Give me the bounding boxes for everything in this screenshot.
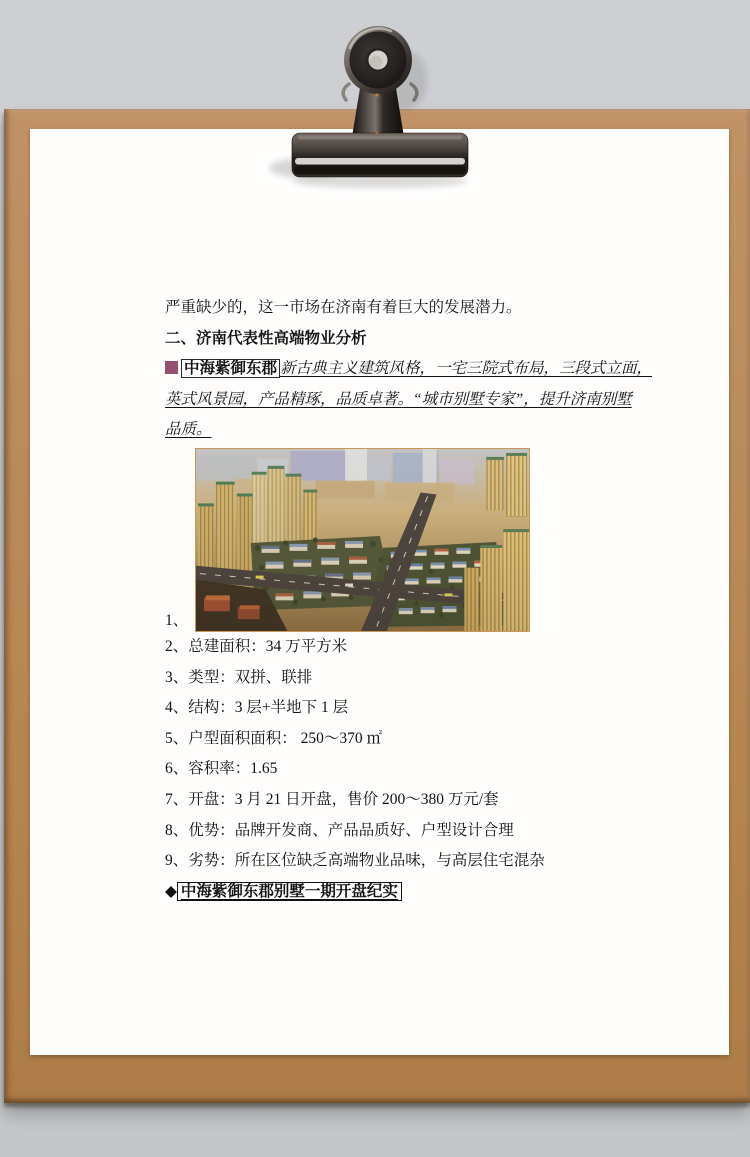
aerial-photo xyxy=(195,448,530,632)
list-item-8: 8、优势：品牌开发商、产品品质好、户型设计合理 xyxy=(165,821,514,839)
binder-clip xyxy=(265,8,495,193)
section-heading: 二、济南代表性高端物业分析 xyxy=(165,329,367,347)
closing-title: 中海紫御东郡别墅一期开盘纪实 xyxy=(177,882,402,901)
project-paragraph xyxy=(165,354,653,446)
project-name: 中海紫御东郡 xyxy=(181,359,280,378)
list-item-1-prefix: 1、 xyxy=(165,611,189,629)
list-item-7: 7、开盘：3 月 21 日开盘，售价 200～380 万元/套 xyxy=(165,790,499,808)
list-item-6: 6、容积率：1.65 xyxy=(165,760,278,778)
square-bullet-icon xyxy=(165,361,178,374)
list-item-5: 5、户型面积面积： 250～370 ㎡ xyxy=(165,729,383,747)
intro-line: 严重缺少的，这一市场在济南有着巨大的发展潜力。 xyxy=(165,299,522,316)
list-item-2: 2、总建面积：34 万平方米 xyxy=(165,637,348,655)
list-item-9: 9、劣势：所在区位缺乏高端物业品味，与高层住宅混杂 xyxy=(165,852,545,870)
closing-row xyxy=(165,877,595,908)
diamond-bullet-icon: ◆ xyxy=(165,882,177,900)
project-desc-line-3: 品质。 xyxy=(165,421,212,439)
project-desc-line-2: 英式风景园，产品精琢，品质卓著。“城市别墅专家”，提升济南别墅 xyxy=(165,390,632,408)
project-desc-line-1: 新古典主义建筑风格，一宅三院式布局，三段式立面， xyxy=(280,360,653,378)
list-item-4: 4、结构：3 层+半地下 1 层 xyxy=(165,699,349,717)
list-item-3: 3、类型：双拼、联排 xyxy=(165,668,313,686)
figure-row xyxy=(165,448,595,632)
document-content xyxy=(165,293,653,907)
aerial-photo-graphic xyxy=(196,449,529,631)
